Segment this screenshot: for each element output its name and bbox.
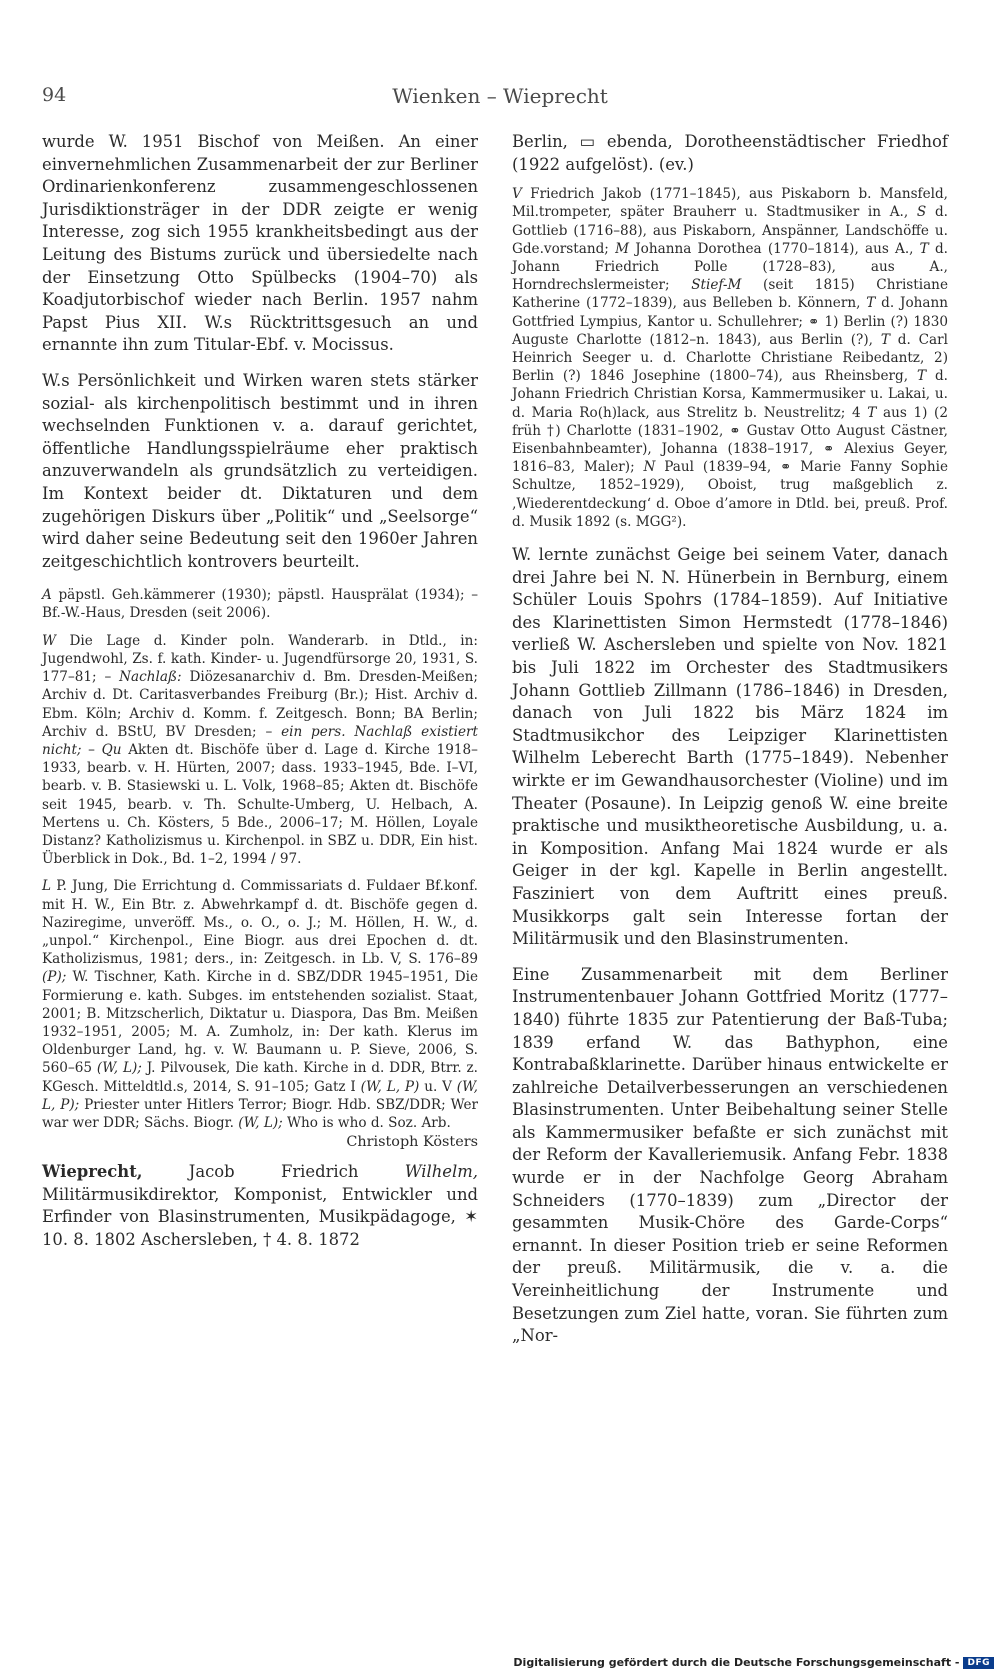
italic-term: Stief-M: [691, 277, 742, 294]
section-text: J. Pilvousek, Die kath. Kirche in d. DDR, Btrr. z. KGesch. Mitteldtld.s, 2014, S. 91–105; Gatz I: [42, 1060, 478, 1095]
lemma-text: Jacob Friedrich: [142, 1162, 405, 1182]
section-text: päpstl. Geh.kämmerer (1930); päpstl. Hausprälat (1934); – Bf.-W.-Haus, Dresden (seit 2006).: [42, 587, 478, 622]
awards-section: [42, 586, 478, 622]
entry-lemma: [42, 1161, 478, 1251]
left-column: [42, 131, 478, 1252]
section-label: V: [512, 186, 522, 203]
running-head: Wienken – Wieprecht: [392, 84, 608, 108]
body-paragraph: Eine Zusammenarbeit mit dem Berliner Instrumentenbauer Johann Gottfried Moritz (1777–1840) führte 1835 zur Patentierung der Baß-Tuba; 1839 erfand W. das Bathyphon, eine Kontrabaßklarinette. Darüber hinaus entwickelte er zahlreiche Detailverbesserungen an verschiedenen Blasinstrumenten. Unter Beibehaltung seiner Stelle als Kammermusiker befaßte er sich zunächst mit der Reform der Kavalleriemusik. Anfang Febr. 1838 wurde er in der Nachfolge Georg Abraham Schneiders (1770–1839) zum „Director der gesammten Musik-Chöre des Garde-Corps“ ernannt. In dieser Position trieb er seine Reformen der preuß. Militärmusik, die v. a. die Vereinheitlichung der Instrumente und Besetzungen zum Ziel hatte, voran. Sie führten zum „Nor-: [512, 964, 948, 1346]
section-text: Johanna Dorothea (1770–1814), aus A.,: [629, 240, 920, 257]
italic-term: Qu: [101, 741, 122, 758]
italic-term: M: [615, 240, 629, 257]
italic-term: T: [919, 240, 929, 257]
italic-term: (W, L);: [96, 1060, 142, 1077]
works-section: [42, 632, 478, 869]
lemma-italic: Wilhelm,: [404, 1162, 478, 1182]
section-text: Who is who d. Soz. Arb.: [282, 1114, 451, 1131]
section-text: –: [81, 741, 102, 758]
section-text: d. Johann Gottfried Lympius, Kantor u. Schullehrer; ⚭ 1) Berlin (?) 1830 Auguste Charlotte (1812–n. 1843), aus Berlin (?),: [512, 295, 948, 348]
section-label: L: [42, 878, 52, 895]
lemma-text: Militärmusikdirektor, Komponist, Entwickler und Erfinder von Blasinstrumenten, Musikpädagoge, ✶ 10. 8. 1802 Aschersleben, † 4. 8. 1872: [42, 1184, 478, 1249]
lemma-name: Wieprecht,: [42, 1162, 143, 1182]
italic-term: S: [916, 204, 927, 221]
body-paragraph: W. lernte zunächst Geige bei seinem Vater, danach drei Jahre bei N. N. Hünerbein in Bernburg, einem Schüler Louis Spohrs (1784–1859). Auf Initiative des Klarinettisten Simon Hermstedt (1778–1846) verließ W. Aschersleben und spielte von Nov. 1821 bis Juli 1822 im Orchester des Stadtmusikers Johann Gottlieb Zillmann (1786–1846) in Dresden, danach von Juli 1822 bis März 1824 im Stadtmusikchor des Leipziger Klarinettisten Wilhelm Leberecht Barth (1775–1849). Nebenher wirkte er im Gewandhausorchester (Violine) und im Theater (Posaune). In Leipzig genoß W. eine breite praktische und musiktheoretische Ausbildung, u. a. in Komposition. Anfang Mai 1824 wurde er als Geiger in der kgl. Kapelle in Berlin angestellt. Fasziniert von dem Auftritt eines preuß. Musikkorps galt sein Interesse fortan der Militärmusik und den Blasinstrumenten.: [512, 545, 948, 949]
genealogy-section: [512, 185, 948, 531]
literature-section: [42, 877, 478, 1132]
footer-text: Digitalisierung gefördert durch die Deutsche Forschungsgemeinschaft -: [513, 1656, 960, 1669]
body-paragraph: W.s Persönlichkeit und Wirken waren stets stärker sozial- als kirchenpolitisch bestimmt und in ihren wechselnden Funktionen v. a. darauf gerichtet, öffentliche Handlungsspielräume eher praktisch anzuverwandeln als grundsätzlich zu verteidigen. Im Kontext beider dt. Diktaturen und dem zugehörigen Diskurs über „Politik“ und „Seelsorge“ wird daher seine Bedeutung seit den 1960er Jahren zeitgeschichtlich kontrovers beurteilt.: [42, 370, 478, 571]
italic-term: Nachlaß:: [119, 669, 182, 686]
section-text: d. Gottlieb (1716–88), aus Piskaborn, Anspänner, Landschöffe u. Gde.vorstand;: [512, 204, 948, 257]
section-text: aus 1) (2 früh †) Charlotte (1831–1902, ⚭ Gustav Otto August Cästner, Eisenbahnbeamter), Johanna (1838–1917, ⚭ Alexius Geyer, 1816–83, Maler);: [512, 404, 948, 476]
italic-term: T: [866, 295, 876, 312]
italic-term: T: [916, 368, 927, 385]
section-text: Paul (1839–94, ⚭ Marie Fanny Sophie Schultze, 1852–1929), Oboist, trug maßgeblich z. ‚Wiederentdeckung‘ d. Oboe d’amore in Dtld. bei, preuß. Prof. d. Musik 1892 (s. MGG²).: [512, 459, 949, 530]
section-text: W. Tischner, Kath. Kirche in d. SBZ/DDR 1945–1951, Die Formierung e. kath. Subges. im entstehenden sozialist. Staat, 2001; B. Mitzscherlich, Diktatur u. Diaspora, Das Bm. Meißen 1932–1951, 2005; M. A. Zumholz, in: Der kath. Klerus im Oldenburger Land, hg. v. W. Baumann u. P. Sieve, 2006, S. 560–65: [42, 969, 478, 1077]
section-text: d. Johann Friedrich Polle (1728–83), aus A., Horndrechslermeister;: [512, 240, 948, 294]
italic-term: (W, L, P);: [42, 1078, 478, 1113]
section-text: d. Johann Friedrich Christian Korsa, Kammermusiker u. Lakai, u. d. Maria Ro(h)lack, aus Strelitz b. Neustrelitz; 4: [512, 368, 948, 421]
section-text: Die Lage d. Kinder poln. Wanderarb. in Dtld., in: Jugendwohl, Zs. f. kath. Kinder- u. Jugendfürsorge 20, 1931, S. 177–81; –: [42, 632, 478, 686]
dfg-logo: DFG: [963, 1657, 994, 1669]
italic-term: N: [643, 459, 656, 476]
section-text: d. Carl Heinrich Seeger u. d. Charlotte Christiane Reibedantz, 2) Berlin (?) 1846 Josephine (1800–74), aus Rheinsberg,: [512, 331, 948, 385]
italic-term: T: [867, 404, 877, 421]
digitization-footer: [513, 1656, 994, 1669]
section-text: Akten dt. Bischöfe über d. Lage d. Kirche 1918–1933, bearb. v. H. Hürten, 2007; dass. 1933–1945, Bde. I–VI, bearb. v. B. Stasiewski u. L. Volk, 1968–85; Akten dt. Bischöfe seit 1945, bearb. v. Th. Schulte-Umberg, U. Helbach, A. Mertens u. Ch. Kösters, 5 Bde., 2006–17; M. Höllen, Loyale Distanz? Katholizismus u. Kirchenpol. in SBZ u. DDR, Ein hist. Überblick in Dok., Bd. 1–2, 1994 / 97.: [42, 741, 478, 868]
section-text: (seit 1815) Christiane Katherine (1772–1839), aus Belleben b. Könnern,: [512, 277, 948, 312]
section-label: A: [42, 587, 52, 604]
section-text: Priester unter Hitlers Terror; Biogr. Hdb. SBZ/DDR; Wer war wer DDR; Sächs. Biogr.: [42, 1096, 478, 1131]
italic-term: ein pers. Nachlaß existiert nicht;: [42, 723, 478, 758]
italic-term: (W, L);: [238, 1114, 283, 1131]
right-column: [512, 131, 948, 1348]
section-label: W: [42, 632, 56, 649]
italic-term: (P);: [42, 969, 67, 986]
section-text: Diözesanarchiv d. Bm. Dresden-Meißen; Archiv d. Dt. Caritasverbandes Freiburg (Br.); Hist. Archiv d. Ebm. Köln; Archiv d. Komm. f. Zeitgesch. Bonn; BA Berlin; Archiv d. BStU, BV Dresden; –: [42, 669, 478, 740]
author-signature: Christoph Kösters: [346, 1134, 478, 1151]
body-paragraph: Berlin, ▭ ebenda, Dorotheenstädtischer Friedhof (1922 aufgelöst). (ev.): [512, 132, 948, 174]
page-number: 94: [42, 84, 67, 106]
section-text: Friedrich Jakob (1771–1845), aus Piskaborn b. Mansfeld, Mil.trompeter, später Brauherr u. Stadtmusiker in A.,: [512, 186, 948, 221]
italic-term: T: [880, 331, 890, 348]
body-paragraph: wurde W. 1951 Bischof von Meißen. An einer einvernehmlichen Zusammenarbeit der zur Berliner Ordinarienkonferenz zusammengeschlossenen Jurisdiktionsträger in der DDR zeigte er wenig Interesse, zog sich 1955 krankheitsbedingt aus der Leitung des Bistums zurück und übersiedelte nach der Einsetzung Otto Spülbecks (1904–70) als Koadjutorbischof wieder nach Berlin. 1957 nahm Papst Pius XII. W.s Rücktrittsgesuch an und ernannte ihn zum Titular-Ebf. v. Mocissus.: [42, 132, 478, 355]
section-text: P. Jung, Die Errichtung d. Commissariats d. Fuldaer Bf.konf. mit H. W., Ein Btr. z. Abwehrkampf d. dt. Bischöfe gegen d. Naziregime, unveröff. Ms., o. O., o. J.; M. Höllen, H. W., d. „unpol.“ Kirchenpol., Eine Biogr. aus drei Epochen d. dt. Katholizismus, 1981; ders., in: Zeitgesch. in Lb. V, S. 176–89: [42, 878, 478, 968]
italic-term: (W, L, P): [360, 1078, 420, 1095]
section-text: u. V: [419, 1078, 457, 1095]
